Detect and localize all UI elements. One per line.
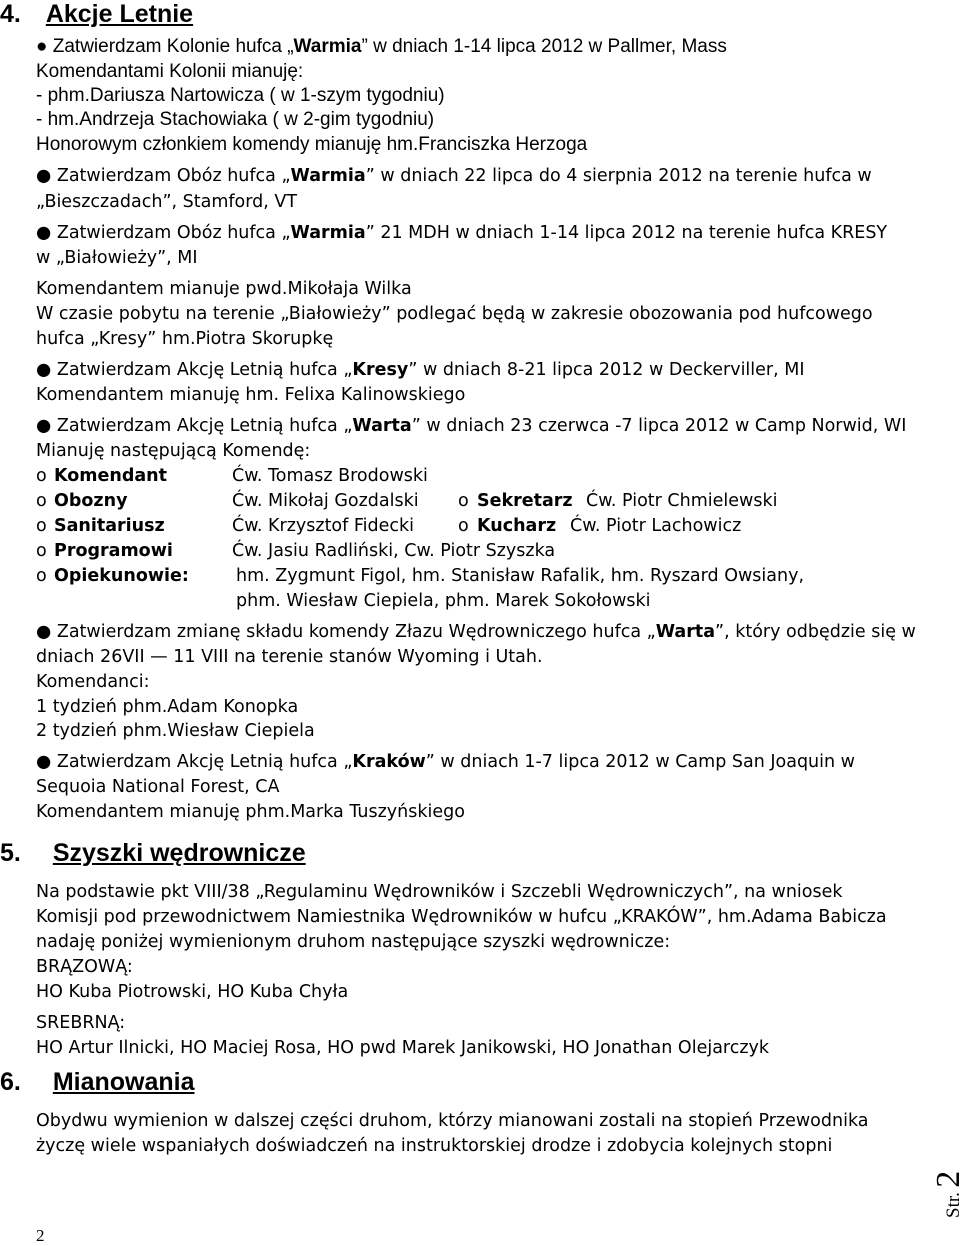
text-line: Honorowym członkiem komendy mianuję hm.Franciszka Herzoga (36, 134, 588, 155)
text-line: dniach 26VII — 11 VIII na terenie stanów Wyoming i Utah. (36, 647, 543, 667)
text-line: 2 tydzień phm.Wiesław Ciepiela (36, 721, 315, 741)
text-line: Komendantem mianuję hm. Felixa Kalinowskiego (36, 385, 466, 405)
text-line: Komendantem mianuje pwd.Mikołaja Wilka (36, 279, 412, 299)
hufiec-name: Kraków (352, 752, 426, 772)
section-5-heading (0, 839, 306, 868)
text-line: życzę wiele wspaniałych doświadczeń na instruktorskiej drodze i zdobycia kolejnych stopni (36, 1136, 833, 1156)
section-6-title: Mianowania (52, 1068, 195, 1096)
text-line: Mianuję następującą Komendę: (36, 441, 311, 461)
text-line: Komendantem mianuję phm.Marka Tuszyńskiego (36, 802, 465, 822)
role-label: Opiekunowie: (54, 566, 189, 586)
text-line: Komendanci: (36, 672, 150, 692)
page-number: 2 (36, 1226, 45, 1245)
akcja-warta-line: ● Zatwierdzam Akcję Letnią hufca „Warta” w dniach 23 czerwca -7 lipca 2012 w Camp Norwid, WI (36, 416, 907, 436)
section-4-heading (0, 0, 193, 29)
section-5-number: 5. (0, 839, 21, 867)
text-line: Na podstawie pkt VIII/38 „Regulaminu Wędrowników i Szczebli Wędrowniczych”, na wniosek (36, 882, 843, 902)
akcja-krakow-line: ● Zatwierdzam Akcję Letnią hufca „Kraków” w dniach 1-7 lipca 2012 w Camp San Joaquin w (36, 752, 855, 772)
text-line: nadaję poniżej wymienionym druhom następujące szyszki wędrownicze: (36, 932, 671, 952)
text-line: „Bieszczadach”, Stamford, VT (36, 192, 298, 212)
text-line: hufca „Kresy” hm.Piotra Skorupkę (36, 329, 334, 349)
text-line: W czasie pobytu na terenie „Białowieży” podlegać będą w zakresie obozowania pod hufcowego (36, 304, 873, 324)
hufiec-name: Warmia (290, 223, 366, 243)
text-line: - hm.Andrzeja Stachowiaka ( w 2-gim tygodniu) (36, 109, 435, 130)
section-5-title: Szyszki wędrownicze (52, 839, 306, 867)
role-label: Sanitariusz (54, 516, 165, 536)
brazowa-names: HO Kuba Piotrowski, HO Kuba Chyła (36, 982, 349, 1002)
oboz-warmia-mdh-line: ● Zatwierdzam Obóz hufca „Warmia” 21 MDH w dniach 1-14 lipca 2012 na terenie hufca KRESY (36, 223, 888, 243)
zlaz-warta-line: ● Zatwierdzam zmianę składu komendy Złazu Wędrowniczego hufca „Warta”, który odbędzie się w (36, 622, 916, 642)
hufiec-name: Warmia (290, 166, 366, 186)
page-label-rotated (930, 1171, 968, 1218)
oboz-warmia-line: ● Zatwierdzam Obóz hufca „Warmia” w dniach 22 lipca do 4 sierpnia 2012 na terenie hufca w (36, 166, 872, 186)
text-line: Sequoia National Forest, CA (36, 777, 280, 797)
hufiec-name: Warta (655, 622, 716, 642)
role-label: Obozny (54, 491, 128, 511)
role-label: Sekretarz (477, 491, 573, 511)
kolonie-warmia-line: ● Zatwierdzam Kolonie hufca „Warmia” w dniach 1-14 lipca 2012 w Pallmer, Mass (36, 36, 727, 57)
role-label: Komendant (54, 466, 167, 486)
role-label: Programowi (54, 541, 173, 561)
section-4-title: Akcje Letnie (45, 0, 194, 28)
str-label: Str. (943, 1192, 964, 1218)
section-4-number: 4. (0, 0, 21, 28)
hufiec-name: Warmia (293, 36, 362, 57)
section-6-heading (0, 1068, 195, 1097)
hufiec-name: Kresy (352, 360, 409, 380)
text-line: - phm.Dariusza Nartowicza ( w 1-szym tygodniu) (36, 85, 445, 106)
akcja-kresy-line: ● Zatwierdzam Akcję Letnią hufca „Kresy” w dniach 8-21 lipca 2012 w Deckerviller, MI (36, 360, 805, 380)
text-line: Komisji pod przewodnictwem Namiestnika Wędrowników w hufcu „KRAKÓW”, hm.Adama Babicza (36, 907, 887, 927)
str-number: 2 (930, 1170, 967, 1188)
role-label: Kucharz (477, 516, 557, 536)
hufiec-name: Warta (352, 416, 412, 436)
brazowa-label: BRĄZOWĄ: (36, 957, 133, 977)
section-6-number: 6. (0, 1068, 21, 1096)
text-line: w „Białowieży”, MI (36, 248, 198, 268)
srebrna-names: HO Artur Ilnicki, HO Maciej Rosa, HO pwd Marek Janikowski, HO Jonathan Olejarczyk (36, 1038, 770, 1058)
text-line: Komendantami Kolonii mianuję: (36, 61, 304, 82)
komenda-row-continuation: phm. Wiesław Ciepiela, phm. Marek Sokołowski (236, 591, 651, 611)
text-line: Obydwu wymienion w dalszej części druhom, którzy mianowani zostali na stopień Przewodnika (36, 1111, 869, 1131)
srebrna-label: SREBRNĄ: (36, 1013, 126, 1033)
text-line: 1 tydzień phm.Adam Konopka (36, 697, 299, 717)
